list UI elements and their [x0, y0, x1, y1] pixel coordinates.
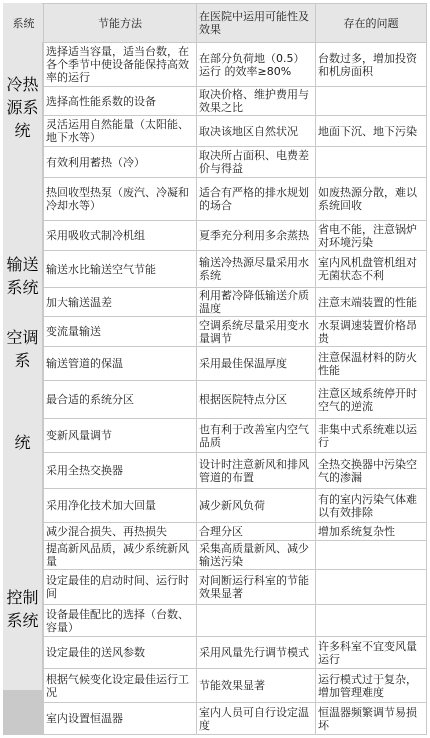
table-cell-problem	[316, 453, 426, 488]
table-cell-text: 地面下沉、地下污染	[318, 124, 417, 138]
header-system	[4, 4, 43, 42]
header-effect-text: 在医院中运用可能性及效果	[199, 10, 309, 36]
table-cell-text: 选择高性能系数的设备	[46, 94, 156, 108]
table-cell-text: 许多科室不宜变风量运行	[318, 639, 417, 666]
table-cell-method	[44, 317, 196, 346]
table-cell-text: 水泵调速装置价格昂贵	[318, 318, 417, 345]
table-cell-effect	[197, 703, 315, 734]
table-cell-text: 节能效果显著	[199, 679, 265, 692]
table-cell-text: 输送冷热源尽量采用水系统	[199, 256, 309, 282]
energy-saving-table	[3, 3, 427, 735]
table-cell-text: 取决价格、维护费用与效果之比	[199, 88, 309, 114]
table-cell-text: 在部分负荷地（0.5）运行 的效率≥80%	[199, 51, 305, 78]
table-cell-text: 灵活运用自然能量（太阳能、地下水等）	[46, 118, 189, 144]
header-problem-text: 存在的问题	[343, 16, 399, 30]
table-cell-text: 增加系统复杂性	[318, 525, 395, 538]
table-cell-method	[44, 288, 196, 316]
table-cell-method	[44, 251, 196, 287]
table-cell-text: 室内人员可自行设定温度	[199, 705, 309, 732]
table-cell-problem	[316, 541, 426, 569]
table-cell-method	[44, 43, 196, 86]
table-cell-problem	[316, 523, 426, 540]
table-cell-text: 利用蓄冷降低输送介质温度	[199, 289, 309, 315]
table-cell-text: 非集中式系统难以运行	[318, 422, 417, 449]
table-cell-text: 全热交换器中污染空气的渗漏	[318, 457, 417, 484]
table-cell-text: 设定最佳的启动时间、运行时间	[46, 574, 189, 600]
table-cell-problem	[316, 347, 426, 380]
table-cell-effect	[197, 116, 315, 146]
table-cell-text: 适合有严格的排水规划的场合	[199, 186, 309, 212]
table-cell-problem	[316, 381, 426, 418]
table-cell-text: 省电不能，注意锅炉对环境污染	[318, 222, 417, 249]
table-cell-text: 采集高质量新风、减少输送污染	[199, 542, 309, 568]
table-cell-method	[44, 523, 196, 540]
table-cell-method	[44, 178, 196, 220]
table-cell-text: 采用净化技术加大回量	[46, 499, 156, 512]
table-cell-text: 设定最佳的送风参数	[46, 646, 145, 659]
group-label-aircon-part1: 空调系	[3, 339, 42, 356]
table-cell-problem	[316, 87, 426, 115]
table-cell-method	[44, 147, 196, 177]
table-cell-problem	[316, 43, 426, 86]
table-cell-problem	[316, 703, 426, 734]
table-cell-problem	[316, 147, 426, 177]
table-cell-effect	[197, 453, 315, 488]
table-cell-text: 最合适的系统分区	[46, 393, 134, 406]
table-cell-effect	[197, 605, 315, 636]
table-cell-effect	[197, 541, 315, 569]
table-cell-effect	[197, 637, 315, 668]
table-cell-text: 空调系统尽量采用变水量调节	[199, 318, 309, 345]
table-cell-text: 取决该地区自然状况	[199, 124, 298, 138]
table-cell-effect	[197, 523, 315, 540]
table-cell-text: 采用最佳保温厚度	[199, 357, 287, 370]
table-cell-problem	[316, 489, 426, 522]
table-cell-text: 减少新风负荷	[199, 499, 265, 512]
table-cell-problem	[316, 570, 426, 604]
table-cell-problem	[316, 288, 426, 316]
table-cell-text: 也有利于改善室内空气品质	[199, 422, 309, 449]
table-cell-effect	[197, 178, 315, 220]
table-cell-effect	[197, 43, 315, 86]
table-cell-effect	[197, 288, 315, 316]
table-cell-text: 变新风量调节	[46, 429, 112, 442]
table-cell-text: 热回收型热泵（废汽、冷凝和冷却水等）	[46, 186, 189, 212]
table-cell-text: 变流量输送	[46, 325, 101, 338]
table-cell-effect	[197, 489, 315, 522]
table-cell-problem	[316, 178, 426, 220]
table-cell-text: 减少混合损失、再热损失	[46, 525, 167, 538]
table-cell-problem	[316, 419, 426, 452]
table-cell-text: 根据气候变化设定最佳运行工况	[46, 672, 189, 699]
table-cell-text: 输送管道的保温	[46, 357, 123, 370]
table-cell-text: 根据医院特点分区	[199, 393, 287, 406]
table-cell-method	[44, 221, 196, 250]
table-cell-text: 合理分区	[199, 525, 243, 538]
table-cell-effect	[197, 669, 315, 702]
group-label-aircon-part2: 统	[3, 356, 42, 526]
table-cell-method	[44, 87, 196, 115]
table-cell-method	[44, 453, 196, 488]
table-cell-method	[44, 570, 196, 604]
table-cell-text: 室内设置恒温器	[46, 712, 123, 725]
table-cell-method	[44, 419, 196, 452]
table-cell-text: 注意末端装置的性能	[318, 295, 417, 309]
header-system-text: 系统	[12, 16, 35, 30]
table-cell-text: 输送水比输送空气节能	[46, 262, 156, 276]
group-label-control: 控制系统	[3, 526, 42, 690]
table-cell-text: 注意区域系统停开时空气的逆流	[318, 386, 417, 413]
table-cell-text: 室内风机盘管机组对无菌状态不利	[318, 256, 417, 282]
table-cell-text: 设备最佳配比的选择（台数、容量）	[46, 607, 189, 634]
table-cell-text: 采用吸收式制冷机组	[46, 229, 145, 242]
table-cell-text: 台数过多，增加投资和机房面积	[318, 51, 417, 78]
header-method	[44, 4, 196, 42]
table-cell-method	[44, 116, 196, 146]
table-cell-method	[44, 541, 196, 569]
table-cell-effect	[197, 87, 315, 115]
table-cell-problem	[316, 669, 426, 702]
table-cell-method	[44, 703, 196, 734]
table-cell-problem	[316, 605, 426, 636]
table-cell-method	[44, 669, 196, 702]
table-cell-effect	[197, 347, 315, 380]
table-cell-text: 设计时注意新风和排风管道的布置	[199, 457, 309, 484]
table-cell-text: 注意保温材料的防火性能	[318, 350, 417, 377]
header-method-text: 节能方法	[98, 16, 142, 30]
table-cell-effect	[197, 147, 315, 177]
table-cell-text: 对间断运行科室的节能效果显著	[199, 574, 309, 600]
table-cell-text: 选择适当容量，适当台数，在各个季节中使设备能保持高效率的运行	[46, 45, 189, 84]
table-cell-effect	[197, 317, 315, 346]
table-cell-method	[44, 637, 196, 668]
table-cell-text: 加大输送温差	[46, 295, 112, 309]
table-cell-text: 恒温器频繁调节易损坏	[318, 705, 417, 732]
table-cell-problem	[316, 317, 426, 346]
table-cell-problem	[316, 251, 426, 287]
group-label-transport: 输送系统	[3, 210, 42, 339]
table-cell-text: 有效利用蓄热（冷）	[46, 155, 145, 169]
table-cell-effect	[197, 381, 315, 418]
table-cell-text: 取决所占面积、电费差价与得益	[199, 149, 309, 175]
table-cell-effect	[197, 251, 315, 287]
table-cell-text: 提高新风品质，减少系统新风量	[46, 542, 189, 568]
table-cell-effect	[197, 570, 315, 604]
table-cell-text: 夏季充分利用多余蒸热	[199, 229, 309, 242]
table-cell-problem	[316, 221, 426, 250]
table-cell-text: 有的室内污染气体难以有效排除	[318, 492, 417, 519]
table-cell-method	[44, 347, 196, 380]
table-cell-problem	[316, 637, 426, 668]
header-effect	[197, 4, 315, 42]
table-cell-effect	[197, 221, 315, 250]
table-cell-method	[44, 605, 196, 636]
header-problem	[316, 4, 426, 42]
group-label-cold-heat-source: 冷热源系统	[3, 3, 42, 210]
table-cell-text: 采用风量先行调节模式	[199, 646, 309, 659]
table-cell-text: 采用全热交换器	[46, 464, 123, 477]
table-cell-text: 如废热源分散，难以系统回收	[318, 186, 417, 212]
table-cell-problem	[316, 116, 426, 146]
table-cell-effect	[197, 419, 315, 452]
table-cell-text: 运行模式过于复杂，增加管理难度	[318, 672, 417, 699]
table-cell-method	[44, 489, 196, 522]
table-cell-method	[44, 381, 196, 418]
